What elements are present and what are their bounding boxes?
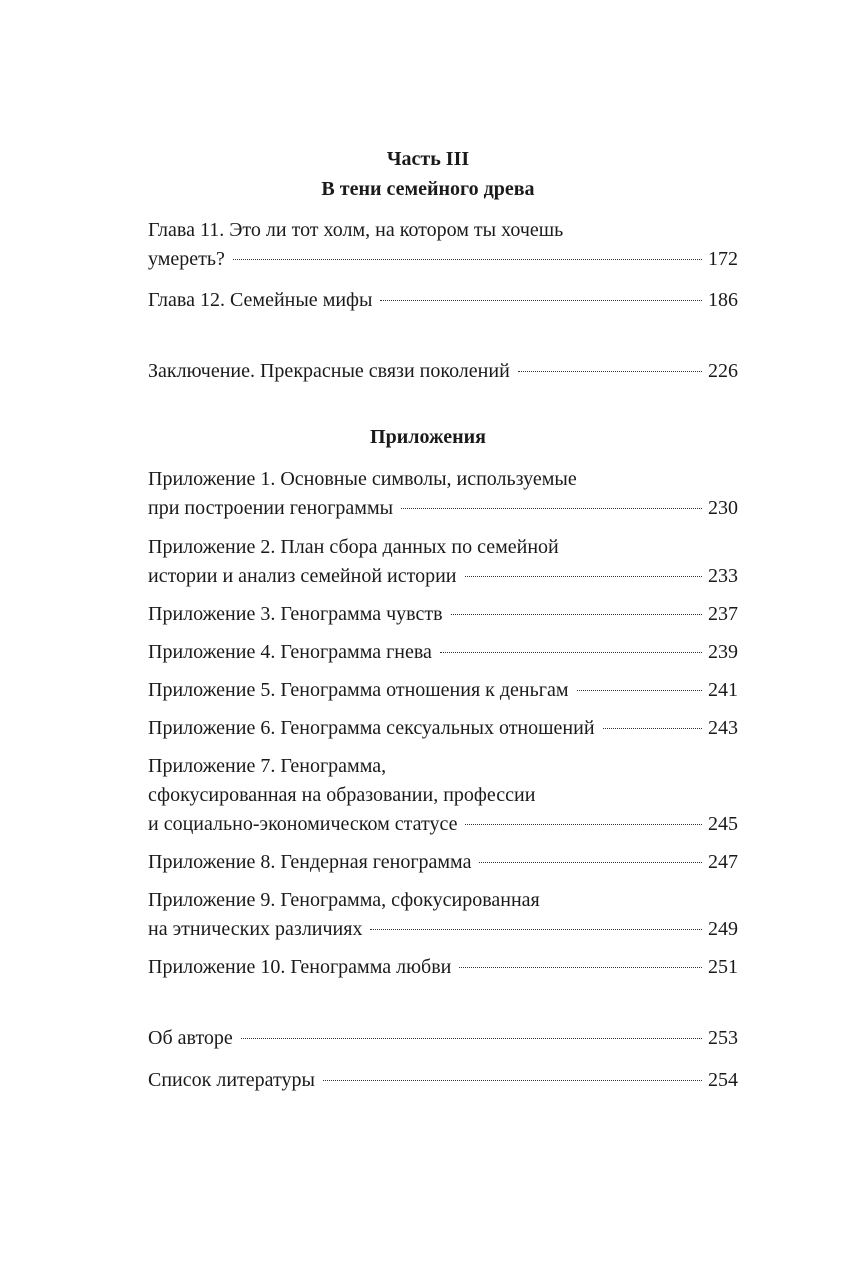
dot-leader [370,929,702,930]
toc-entry-appendix-6[interactable] [148,714,738,743]
page-number: 241 [708,679,738,701]
toc-entry-line: сфокусированная на образовании, профессии [148,784,536,806]
toc-entry-line: Приложение 6. Генограмма сексуальных отношений [148,717,595,739]
toc-entry-conclusion[interactable] [148,357,738,386]
page-number: 186 [708,289,738,311]
toc-entry-bibliography[interactable] [148,1066,738,1095]
toc-entry-appendix-10[interactable] [148,953,738,982]
toc-entry-chapter-11[interactable] [148,216,738,274]
dot-leader [479,862,702,863]
page-number: 247 [708,851,738,873]
dot-leader [380,300,702,301]
toc-entry-line: на этнических различиях [148,918,363,940]
toc-entry-appendix-5[interactable] [148,676,738,705]
appendices-title: Приложения [370,426,486,448]
toc-entry-appendix-4[interactable] [148,638,738,667]
part-title: В тени семейного древа [321,178,535,200]
toc-entry-line: Глава 12. Семейные мифы [148,289,373,311]
page-number: 243 [708,717,738,739]
toc-entry-line: Приложение 2. План сбора данных по семейной [148,536,559,558]
toc-entry-line: Список литературы [148,1069,315,1091]
toc-entry-appendix-2[interactable] [148,533,738,591]
toc-entry-line: умереть? [148,248,225,270]
toc-entry-appendix-9[interactable] [148,886,738,944]
dot-leader [233,259,702,260]
dot-leader [577,690,703,691]
page-number: 233 [708,565,738,587]
toc-entry-line: Приложение 7. Генограмма, [148,755,387,777]
dot-leader [451,614,702,615]
toc-entry-line: при построении генограммы [148,497,394,519]
toc-entry-line: Глава 11. Это ли тот холм, на котором ты хочешь [148,219,564,241]
page-number: 249 [708,918,738,940]
dot-leader [323,1080,702,1081]
toc-entry-about-author[interactable] [148,1024,738,1053]
dot-leader [459,967,702,968]
page-number: 254 [708,1069,738,1091]
toc-entry-line: Заключение. Прекрасные связи поколений [148,360,510,382]
toc-entry-chapter-12[interactable] [148,286,738,315]
toc-entry-appendix-3[interactable] [148,600,738,629]
dot-leader [401,508,702,509]
page-number: 245 [708,813,738,835]
toc-entry-line: Приложение 8. Гендерная генограмма [148,851,472,873]
toc-entry-line: Приложение 10. Генограмма любви [148,956,452,978]
page-number: 239 [708,641,738,663]
page-number: 251 [708,956,738,978]
dot-leader [465,824,702,825]
toc-entry-appendix-1[interactable] [148,465,738,523]
toc-entry-line: и социально-экономическом статусе [148,813,458,835]
toc-entry-line: Об авторе [148,1027,233,1049]
toc-entry-line: Приложение 9. Генограмма, сфокусированная [148,889,540,911]
toc-entry-line: Приложение 3. Генограмма чувств [148,603,443,625]
part-label: Часть III [386,148,470,170]
toc-entry-appendix-8[interactable] [148,848,738,877]
page-number: 237 [708,603,738,625]
dot-leader [603,728,702,729]
toc-entry-line: Приложение 1. Основные символы, используемые [148,468,577,490]
page-number: 253 [708,1027,738,1049]
dot-leader [440,652,702,653]
toc-entry-appendix-7[interactable] [148,752,738,839]
dot-leader [465,576,703,577]
dot-leader [518,371,702,372]
page-number: 226 [708,360,738,382]
toc-entry-line: истории и анализ семейной истории [148,565,457,587]
toc-entry-line: Приложение 5. Генограмма отношения к деньгам [148,679,569,701]
page-number: 230 [708,497,738,519]
toc-entry-line: Приложение 4. Генограмма гнева [148,641,432,663]
dot-leader [241,1038,702,1039]
page-number: 172 [708,248,738,270]
